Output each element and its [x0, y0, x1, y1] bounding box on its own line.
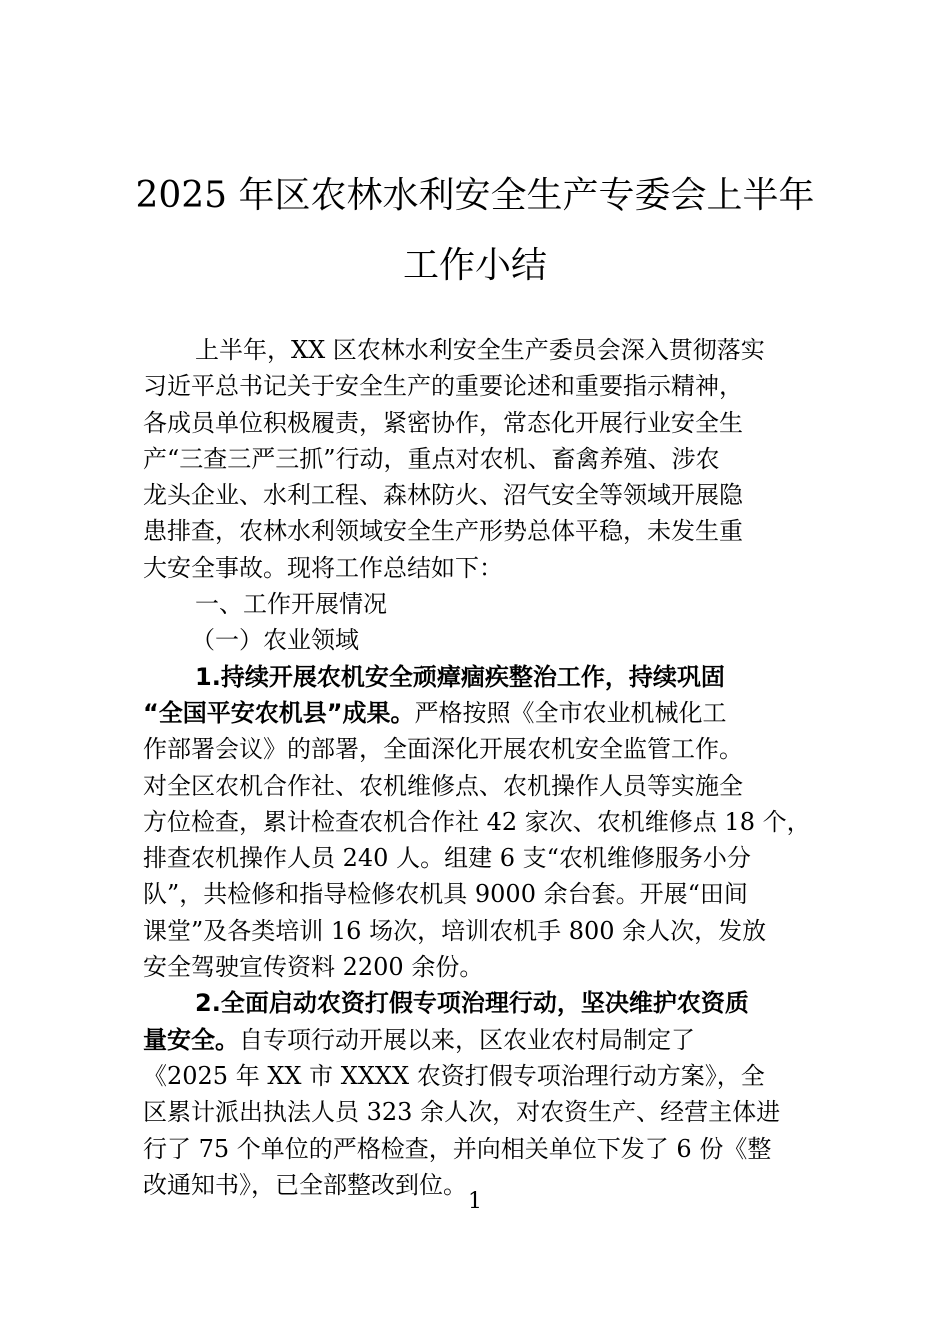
item-2-line [143, 1022, 813, 1058]
item-1-line: 队”，共检修和指导检修农机具 9000 余台套。开展“田间 [143, 880, 748, 909]
item-2-heading: 2.全面启动农资打假专项治理行动，坚决维护农资质 [195, 989, 749, 1018]
item-1-line: 作部署会议》的部署，全面深化开展农机安全监管工作。 [143, 735, 743, 764]
intro-line: 习近平总书记关于安全生产的重要论述和重要指示精神， [143, 372, 743, 401]
item-2-text: 自专项行动开展以来，区农业农村局制定了 [239, 1025, 695, 1054]
document-body [143, 332, 813, 1203]
item-1-line: 方位检查，累计检查农机合作社 42 家次、农机维修点 18 个， [143, 807, 811, 836]
item-1-heading-end: “全国平安农机县”成果。 [143, 698, 415, 727]
item-1-heading: 1.持续开展农机安全顽瘴痼疾整治工作，持续巩固 [195, 662, 725, 691]
item-1-line: 课堂”及各类培训 16 场次，培训农机手 800 余人次，发放 [143, 916, 767, 945]
item-2-line: 区累计派出执法人员 323 余人次，对农资生产、经营主体进 [143, 1098, 781, 1127]
intro-line: 大安全事故。现将工作总结如下： [143, 553, 503, 582]
item-2-line: 《2025 年 XX 市 XXXX 农资打假专项治理行动方案》，全 [143, 1061, 765, 1090]
intro-line: 各成员单位积极履责，紧密协作，常态化开展行业安全生 [143, 408, 743, 437]
item-1-line: 安全驾驶宣传资料 2200 余份。 [143, 953, 484, 982]
section-heading: 一、工作开展情况 [195, 590, 387, 619]
item-2-heading-end: 量安全。 [143, 1025, 239, 1054]
document-title-line-1: 2025 年区农林水利安全生产专委会上半年 [135, 175, 815, 216]
page-number: 1 [468, 1189, 482, 1214]
intro-line: 上半年，XX 区农林水利安全生产委员会深入贯彻落实 [195, 336, 765, 364]
intro-line: 龙头企业、水利工程、森林防火、沼气安全等领域开展隐 [143, 481, 743, 510]
item-1-line: 排查农机操作人员 240 人。组建 6 支“农机维修服务小分 [143, 844, 751, 873]
item-2-line: 改通知书》，已全部整改到位。 [143, 1170, 467, 1199]
item-1-text: 严格按照《全市农业机械化工 [414, 698, 727, 727]
subsection-heading: （一）农业领域 [191, 626, 359, 655]
intro-line: 患排查，农林水利领域安全生产形势总体平稳，未发生重 [143, 517, 743, 546]
document-title-line-2: 工作小结 [402, 245, 547, 286]
item-2-line: 行了 75 个单位的严格检查，并向相关单位下发了 6 份《整 [143, 1134, 772, 1163]
item-1-line: 对全区农机合作社、农机维修点、农机操作人员等实施全 [143, 771, 743, 800]
item-1-line [143, 695, 813, 731]
intro-line: 产“三查三严三抓”行动，重点对农机、畜禽养殖、涉农 [143, 444, 720, 473]
